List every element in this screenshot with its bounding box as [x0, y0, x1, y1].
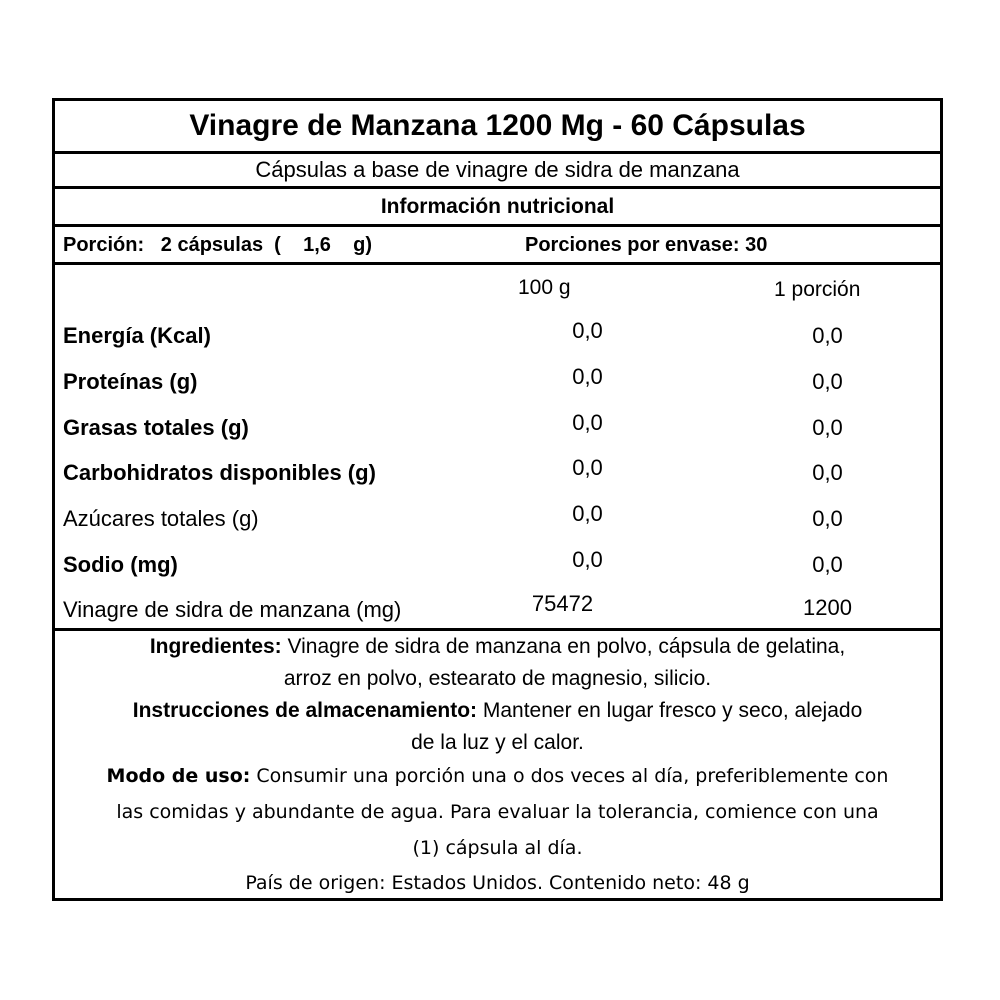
divider — [55, 186, 940, 189]
nutrient-value-portion: 0,0 — [812, 369, 843, 394]
nutrient-name: Vinagre de sidra de manzana (mg) — [63, 597, 402, 622]
nutrient-row — [55, 315, 940, 355]
nutrient-name: Azúcares totales (g) — [63, 506, 259, 531]
storage-line — [55, 695, 940, 727]
serving-row — [55, 228, 940, 262]
nutrient-name: Energía (Kcal) — [63, 323, 211, 348]
product-title: Vinagre de Manzana 1200 Mg - 60 Cápsulas — [189, 109, 806, 142]
nutrient-name: Grasas totales (g) — [63, 415, 249, 440]
storage-line: de la luz y el calor. — [411, 731, 584, 754]
column-header-100g: 100 g — [518, 276, 571, 299]
usage-line — [55, 758, 940, 794]
ingredients-line: arroz en polvo, estearato de magnesio, silicio. — [283, 667, 712, 690]
nutrient-name: Sodio (mg) — [63, 552, 178, 577]
nutrient-value-portion: 0,0 — [812, 552, 843, 577]
nutrient-value-100g: 0,0 — [572, 501, 603, 526]
storage-text: Mantener en lugar fresco y seco, alejado — [477, 699, 863, 722]
divider — [55, 224, 940, 227]
nutrient-row — [55, 544, 940, 584]
nutrient-name: Carbohidratos disponibles (g) — [63, 460, 376, 485]
ingredients-text: Vinagre de sidra de manzana en polvo, cápsula de gelatina, — [281, 635, 846, 658]
nutrient-value-100g: 0,0 — [572, 410, 603, 435]
nutrient-value-100g: 0,0 — [572, 318, 603, 343]
usage-line: (1) cápsula al día. — [412, 837, 583, 859]
nutrient-value-portion: 0,0 — [812, 323, 843, 348]
nutrient-name: Proteínas (g) — [63, 369, 198, 394]
nutrient-value-100g: 75472 — [531, 591, 594, 616]
nutrient-value-portion: 0,0 — [812, 415, 843, 440]
origin-line: País de origen: Estados Unidos. Contenido neto: 48 g — [245, 872, 750, 894]
nutrient-value-100g: 0,0 — [572, 547, 603, 572]
nutrient-row — [55, 498, 940, 538]
nutrient-value-portion: 0,0 — [812, 460, 843, 485]
nutrient-value-portion: 1200 — [803, 595, 852, 620]
nutrient-value-100g: 0,0 — [572, 455, 603, 480]
section-title: Información nutricional — [380, 195, 615, 218]
storage-label: Instrucciones de almacenamiento: — [132, 699, 478, 722]
ingredients-line — [55, 631, 940, 663]
divider — [55, 262, 940, 265]
nutrient-row — [55, 361, 940, 401]
nutrient-value-100g: 0,0 — [572, 364, 603, 389]
column-header-portion: 1 porción — [774, 278, 861, 301]
nutrition-label — [52, 98, 943, 901]
nutrient-row — [55, 407, 940, 447]
ingredients-label: Ingredientes: — [149, 635, 282, 658]
usage-text: Consumir una porción una o dos veces al día, preferiblemente con — [250, 765, 889, 787]
nutrient-value-portion: 0,0 — [812, 506, 843, 531]
usage-line: las comidas y abundante de agua. Para evaluar la tolerancia, comience con una — [116, 801, 879, 823]
nutrient-row — [55, 589, 940, 629]
servings-per-container: Porciones por envase: 30 — [525, 234, 768, 256]
serving-portion: Porción: 2 cápsulas ( 1,6 g) — [63, 234, 372, 256]
product-subtitle: Cápsulas a base de vinagre de sidra de manzana — [255, 157, 740, 182]
nutrient-row — [55, 452, 940, 492]
usage-label: Modo de uso: — [106, 765, 251, 787]
